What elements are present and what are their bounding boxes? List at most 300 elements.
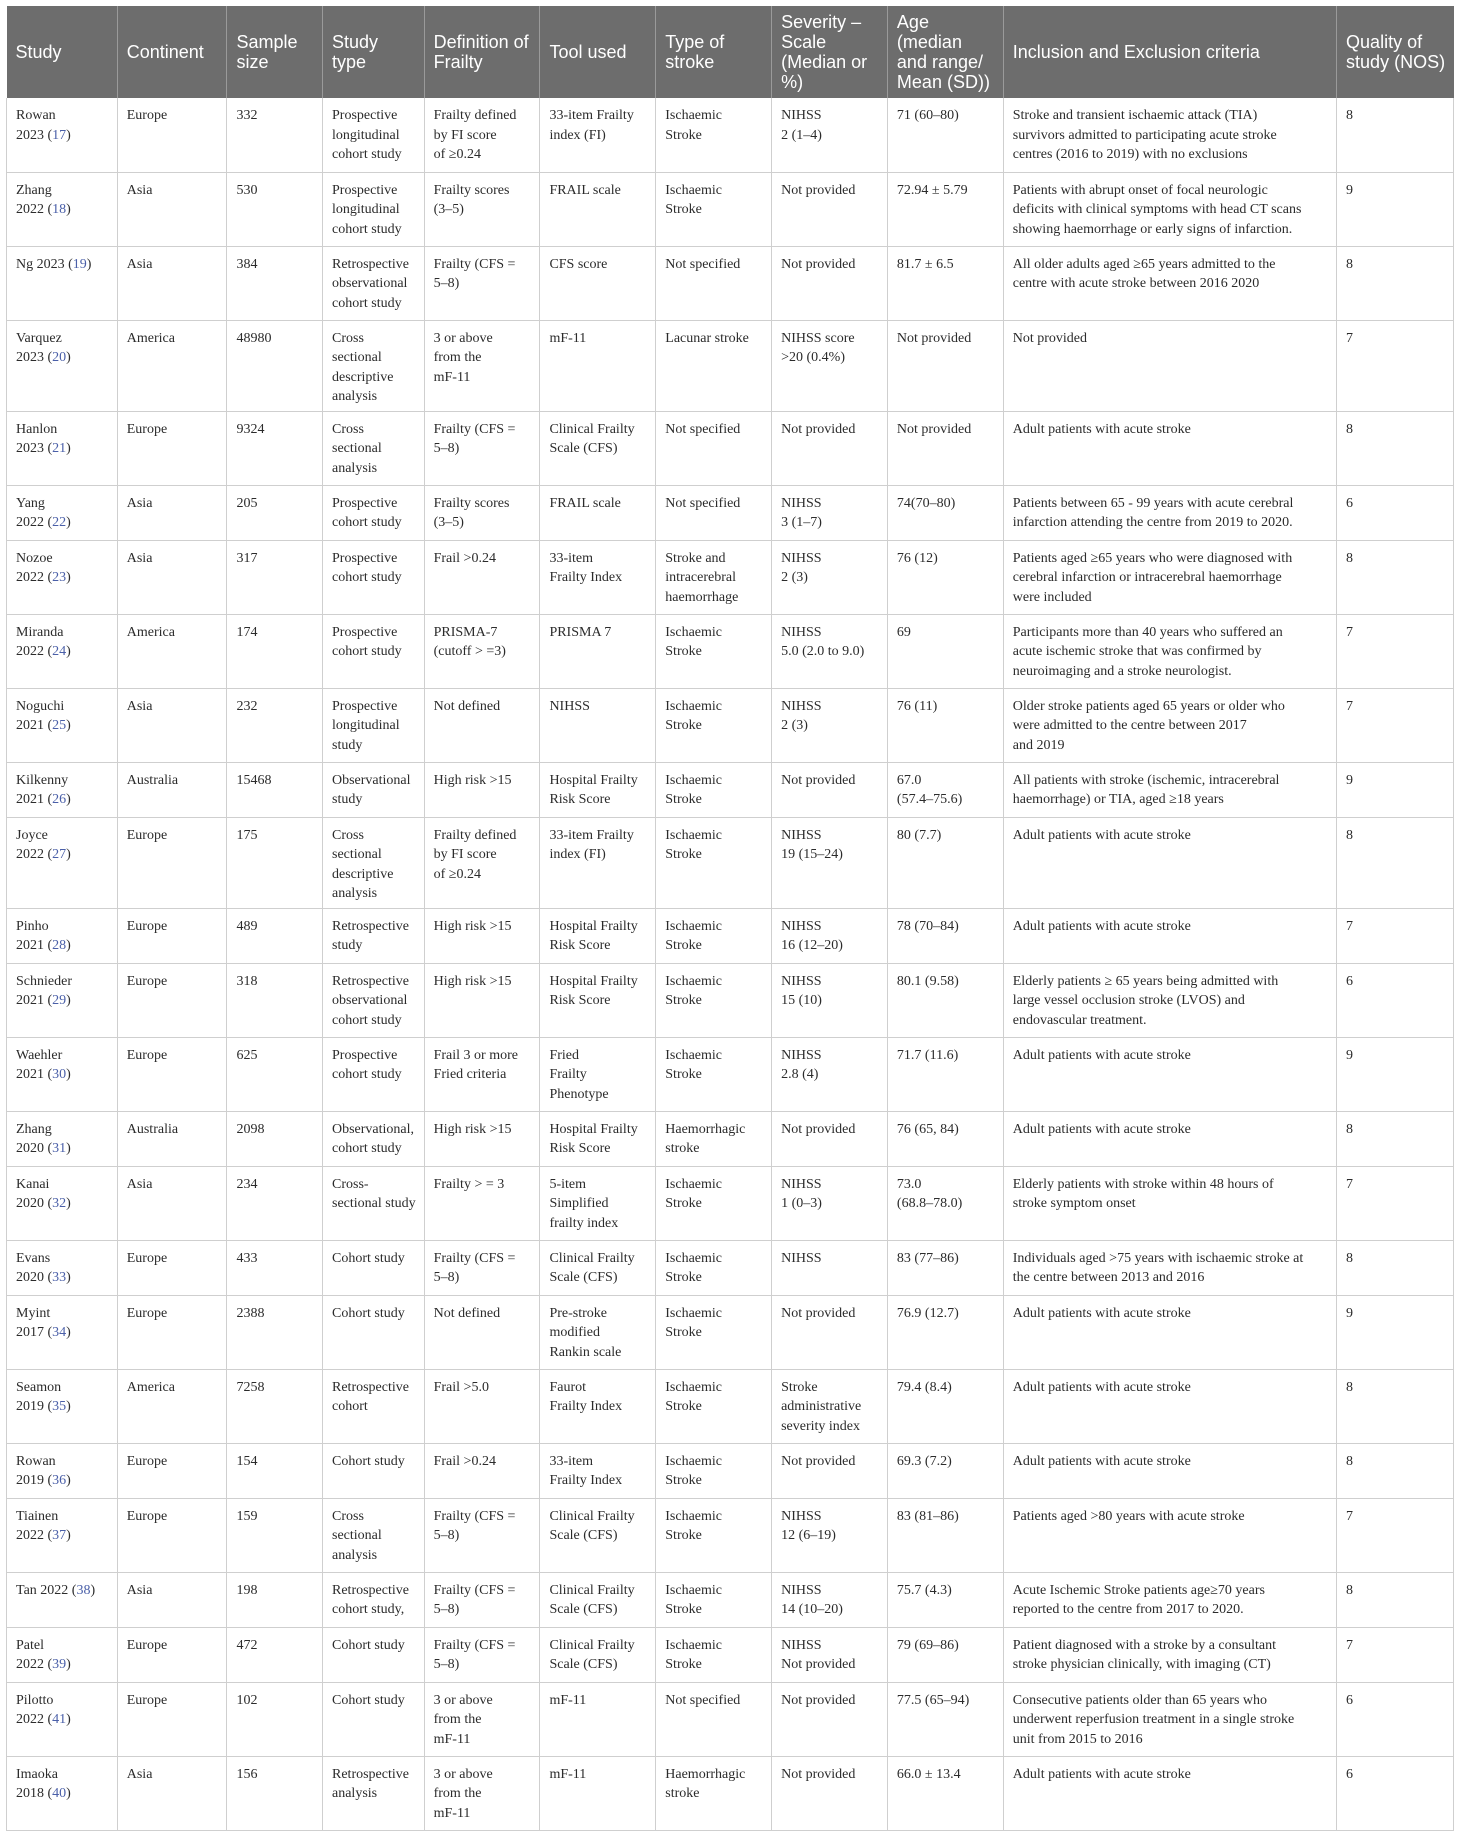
study-name: Rowan 2019 ( bbox=[16, 1453, 56, 1488]
tool-cell: Clinical Frailty Scale (CFS) bbox=[540, 1498, 656, 1572]
severity-cell: NIHSS 2.8 (4) bbox=[772, 1037, 888, 1111]
study-name: Pinho 2021 ( bbox=[16, 918, 53, 953]
study-cell bbox=[7, 1572, 118, 1627]
study-cell bbox=[7, 1166, 118, 1240]
criteria-cell: Patients between 65 - 99 years with acute cerebral infarction attending the centre from 2019 to 2020. bbox=[1003, 485, 1336, 540]
criteria-cell: Consecutive patients older than 65 years who underwent reperfusion treatment in a single stroke unit from 2015 to 2016 bbox=[1003, 1682, 1336, 1756]
study-cell bbox=[7, 1682, 118, 1756]
studies-table bbox=[6, 6, 1454, 1831]
severity-cell: Not provided bbox=[772, 246, 888, 320]
frailty-definition-cell: Frailty scores (3–5) bbox=[424, 485, 540, 540]
severity-cell: NIHSS Not provided bbox=[772, 1627, 888, 1682]
frailty-definition-cell: High risk >15 bbox=[424, 908, 540, 963]
column-header: Type of stroke bbox=[656, 6, 772, 98]
study-cell bbox=[7, 614, 118, 688]
study-type-cell: Prospective cohort study bbox=[323, 485, 425, 540]
tool-cell: 33-item Frailty Index bbox=[540, 540, 656, 614]
severity-cell: NIHSS 3 (1–7) bbox=[772, 485, 888, 540]
tool-cell: Hospital Frailty Risk Score bbox=[540, 908, 656, 963]
study-type-cell: Cohort study bbox=[323, 1682, 425, 1756]
reference-link[interactable]: 37 bbox=[52, 1528, 67, 1543]
frailty-definition-cell: Frailty (CFS = 5–8) bbox=[424, 1572, 540, 1627]
stroke-type-cell: Ischaemic Stroke bbox=[656, 762, 772, 817]
frailty-definition-cell: High risk >15 bbox=[424, 963, 540, 1037]
severity-cell: Not provided bbox=[772, 1443, 888, 1498]
study-type-cell: Prospective cohort study bbox=[323, 1037, 425, 1111]
study-cell bbox=[7, 908, 118, 963]
study-type-cell: Cross- sectional study bbox=[323, 1166, 425, 1240]
frailty-definition-cell: 3 or above from the mF-11 bbox=[424, 1756, 540, 1830]
frailty-definition-cell: Frailty (CFS = 5–8) bbox=[424, 411, 540, 485]
reference-link[interactable]: 36 bbox=[52, 1473, 67, 1488]
frailty-definition-cell: 3 or above from the mF-11 bbox=[424, 320, 540, 411]
quality-cell: 7 bbox=[1337, 1498, 1454, 1572]
age-cell: 71 (60–80) bbox=[887, 98, 1003, 172]
reference-link[interactable]: 27 bbox=[52, 847, 67, 862]
table-row bbox=[7, 1240, 1454, 1295]
sample-size-cell: 102 bbox=[227, 1682, 323, 1756]
sample-size-cell: 159 bbox=[227, 1498, 323, 1572]
age-cell: 79 (69–86) bbox=[887, 1627, 1003, 1682]
column-header: Age (median and range/ Mean (SD)) bbox=[887, 6, 1003, 98]
tool-cell: mF-11 bbox=[540, 1756, 656, 1830]
quality-cell: 8 bbox=[1337, 1572, 1454, 1627]
reference-link[interactable]: 39 bbox=[52, 1657, 67, 1672]
continent-cell: Europe bbox=[117, 1682, 227, 1756]
tool-cell: Faurot Frailty Index bbox=[540, 1369, 656, 1443]
reference-link[interactable]: 23 bbox=[52, 570, 67, 585]
continent-cell: Asia bbox=[117, 172, 227, 246]
continent-cell: Asia bbox=[117, 1166, 227, 1240]
reference-link[interactable]: 19 bbox=[72, 256, 87, 272]
table-row bbox=[7, 1682, 1454, 1756]
reference-close: ) bbox=[66, 570, 71, 585]
severity-cell: Not provided bbox=[772, 762, 888, 817]
age-cell: 80.1 (9.58) bbox=[887, 963, 1003, 1037]
quality-cell: 8 bbox=[1337, 540, 1454, 614]
reference-link[interactable]: 30 bbox=[52, 1067, 67, 1082]
severity-cell: Not provided bbox=[772, 1756, 888, 1830]
quality-cell: 7 bbox=[1337, 320, 1454, 411]
study-type-cell: Retrospective cohort study, bbox=[323, 1572, 425, 1627]
tool-cell: Clinical Frailty Scale (CFS) bbox=[540, 1240, 656, 1295]
study-cell bbox=[7, 1240, 118, 1295]
study-type-cell: Cohort study bbox=[323, 1627, 425, 1682]
study-type-cell: Cross sectional descriptive analysis bbox=[323, 817, 425, 908]
reference-link[interactable]: 34 bbox=[52, 1325, 67, 1340]
table-row bbox=[7, 762, 1454, 817]
continent-cell: Asia bbox=[117, 688, 227, 762]
study-type-cell: Cohort study bbox=[323, 1240, 425, 1295]
column-header: Study bbox=[7, 6, 118, 98]
table-row bbox=[7, 1756, 1454, 1830]
reference-link[interactable]: 32 bbox=[52, 1196, 67, 1211]
reference-close: ) bbox=[66, 993, 71, 1008]
stroke-type-cell: Ischaemic Stroke bbox=[656, 688, 772, 762]
severity-cell: Not provided bbox=[772, 411, 888, 485]
frailty-definition-cell: Frail >5.0 bbox=[424, 1369, 540, 1443]
table-row bbox=[7, 98, 1454, 172]
table-row bbox=[7, 688, 1454, 762]
severity-cell: NIHSS 12 (6–19) bbox=[772, 1498, 888, 1572]
criteria-cell: Patients aged >80 years with acute stroke bbox=[1003, 1498, 1336, 1572]
reference-close: ) bbox=[66, 847, 71, 862]
continent-cell: Asia bbox=[117, 246, 227, 320]
criteria-cell: All patients with stroke (ischemic, intracerebral haemorrhage) or TIA, aged ≥18 years bbox=[1003, 762, 1336, 817]
continent-cell: Europe bbox=[117, 817, 227, 908]
reference-link[interactable]: 35 bbox=[52, 1399, 67, 1414]
reference-close: ) bbox=[66, 441, 71, 456]
quality-cell: 8 bbox=[1337, 98, 1454, 172]
study-cell bbox=[7, 1295, 118, 1369]
tool-cell: Clinical Frailty Scale (CFS) bbox=[540, 1627, 656, 1682]
study-type-cell: Retrospective observational cohort study bbox=[323, 963, 425, 1037]
quality-cell: 7 bbox=[1337, 1627, 1454, 1682]
study-type-cell: Prospective longitudinal cohort study bbox=[323, 172, 425, 246]
reference-link[interactable]: 21 bbox=[52, 441, 67, 456]
reference-close: ) bbox=[66, 1067, 71, 1082]
reference-link[interactable]: 24 bbox=[52, 644, 67, 659]
stroke-type-cell: Ischaemic Stroke bbox=[656, 1627, 772, 1682]
reference-link[interactable]: 29 bbox=[52, 993, 67, 1008]
reference-link[interactable]: 41 bbox=[52, 1712, 67, 1727]
quality-cell: 6 bbox=[1337, 1756, 1454, 1830]
severity-cell: Not provided bbox=[772, 172, 888, 246]
frailty-definition-cell: Frailty (CFS = 5–8) bbox=[424, 1498, 540, 1572]
study-name: Pilotto 2022 ( bbox=[16, 1692, 54, 1727]
study-type-cell: Prospective cohort study bbox=[323, 540, 425, 614]
study-type-cell: Cross sectional analysis bbox=[323, 411, 425, 485]
quality-cell: 7 bbox=[1337, 614, 1454, 688]
quality-cell: 9 bbox=[1337, 1295, 1454, 1369]
criteria-cell: Acute Ischemic Stroke patients age≥70 years reported to the centre from 2017 to 2020. bbox=[1003, 1572, 1336, 1627]
tool-cell: NIHSS bbox=[540, 688, 656, 762]
criteria-cell: Patient diagnosed with a stroke by a consultant stroke physician clinically, with imaging (CT) bbox=[1003, 1627, 1336, 1682]
table-row bbox=[7, 614, 1454, 688]
frailty-definition-cell: 3 or above from the mF-11 bbox=[424, 1682, 540, 1756]
reference-link[interactable]: 40 bbox=[52, 1786, 67, 1801]
age-cell: 67.0 (57.4–75.6) bbox=[887, 762, 1003, 817]
study-name: Zhang 2022 ( bbox=[16, 182, 53, 217]
frailty-definition-cell: Not defined bbox=[424, 688, 540, 762]
stroke-type-cell: Not specified bbox=[656, 485, 772, 540]
age-cell: Not provided bbox=[887, 320, 1003, 411]
study-type-cell: Observational study bbox=[323, 762, 425, 817]
table-row bbox=[7, 1369, 1454, 1443]
severity-cell: NIHSS 2 (3) bbox=[772, 540, 888, 614]
age-cell: 76 (11) bbox=[887, 688, 1003, 762]
criteria-cell: Elderly patients with stroke within 48 hours of stroke symptom onset bbox=[1003, 1166, 1336, 1240]
severity-cell: NIHSS 2 (3) bbox=[772, 688, 888, 762]
continent-cell: Europe bbox=[117, 1295, 227, 1369]
quality-cell: 8 bbox=[1337, 817, 1454, 908]
sample-size-cell: 2098 bbox=[227, 1111, 323, 1166]
tool-cell: CFS score bbox=[540, 246, 656, 320]
frailty-definition-cell: Frailty (CFS = 5–8) bbox=[424, 246, 540, 320]
quality-cell: 7 bbox=[1337, 908, 1454, 963]
age-cell: 75.7 (4.3) bbox=[887, 1572, 1003, 1627]
sample-size-cell: 489 bbox=[227, 908, 323, 963]
reference-close: ) bbox=[66, 938, 71, 953]
tool-cell: mF-11 bbox=[540, 1682, 656, 1756]
reference-close: ) bbox=[66, 1473, 71, 1488]
sample-size-cell: 175 bbox=[227, 817, 323, 908]
stroke-type-cell: Not specified bbox=[656, 411, 772, 485]
age-cell: 76.9 (12.7) bbox=[887, 1295, 1003, 1369]
reference-close: ) bbox=[66, 792, 71, 807]
quality-cell: 8 bbox=[1337, 1369, 1454, 1443]
reference-close: ) bbox=[66, 1270, 71, 1285]
severity-cell: NIHSS 16 (12–20) bbox=[772, 908, 888, 963]
criteria-cell: Stroke and transient ischaemic attack (TIA) survivors admitted to participating acute stroke centres (2016 to 2019) with no exclusions bbox=[1003, 98, 1336, 172]
criteria-cell: All older adults aged ≥65 years admitted to the centre with acute stroke between 2016 2020 bbox=[1003, 246, 1336, 320]
study-type-cell: Cross sectional descriptive analysis bbox=[323, 320, 425, 411]
quality-cell: 6 bbox=[1337, 1682, 1454, 1756]
tool-cell: Clinical Frailty Scale (CFS) bbox=[540, 1572, 656, 1627]
sample-size-cell: 2388 bbox=[227, 1295, 323, 1369]
study-name: Zhang 2020 ( bbox=[16, 1121, 53, 1156]
sample-size-cell: 154 bbox=[227, 1443, 323, 1498]
reference-close: ) bbox=[66, 202, 71, 217]
table-row bbox=[7, 1443, 1454, 1498]
continent-cell: America bbox=[117, 1369, 227, 1443]
study-name: Myint 2017 ( bbox=[16, 1305, 53, 1340]
sample-size-cell: 7258 bbox=[227, 1369, 323, 1443]
age-cell: 78 (70–84) bbox=[887, 908, 1003, 963]
reference-close: ) bbox=[66, 1786, 71, 1801]
table-row bbox=[7, 1627, 1454, 1682]
continent-cell: Europe bbox=[117, 1627, 227, 1682]
continent-cell: Europe bbox=[117, 98, 227, 172]
quality-cell: 7 bbox=[1337, 688, 1454, 762]
table-row bbox=[7, 1498, 1454, 1572]
table-header-row bbox=[7, 6, 1454, 98]
table-row bbox=[7, 1111, 1454, 1166]
study-type-cell: Prospective longitudinal cohort study bbox=[323, 98, 425, 172]
age-cell: 77.5 (65–94) bbox=[887, 1682, 1003, 1756]
severity-cell: NIHSS 15 (10) bbox=[772, 963, 888, 1037]
criteria-cell: Adult patients with acute stroke bbox=[1003, 908, 1336, 963]
reference-close: ) bbox=[86, 256, 92, 272]
reference-close: ) bbox=[66, 1657, 71, 1672]
reference-link[interactable]: 25 bbox=[52, 718, 67, 733]
stroke-type-cell: Haemorrhagic stroke bbox=[656, 1756, 772, 1830]
study-cell bbox=[7, 1369, 118, 1443]
sample-size-cell: 433 bbox=[227, 1240, 323, 1295]
continent-cell: Europe bbox=[117, 1037, 227, 1111]
frailty-definition-cell: PRISMA-7 (cutoff > =3) bbox=[424, 614, 540, 688]
tool-cell: Hospital Frailty Risk Score bbox=[540, 762, 656, 817]
reference-link[interactable]: 26 bbox=[52, 792, 67, 807]
study-cell bbox=[7, 817, 118, 908]
continent-cell: Europe bbox=[117, 1498, 227, 1572]
table-row bbox=[7, 817, 1454, 908]
stroke-type-cell: Stroke and intracerebral haemorrhage bbox=[656, 540, 772, 614]
column-header: Definition of Frailty bbox=[424, 6, 540, 98]
study-cell bbox=[7, 485, 118, 540]
table-row bbox=[7, 246, 1454, 320]
stroke-type-cell: Ischaemic Stroke bbox=[656, 1240, 772, 1295]
reference-link[interactable]: 18 bbox=[52, 202, 67, 217]
reference-link[interactable]: 17 bbox=[52, 127, 67, 143]
column-header: Study type bbox=[323, 6, 425, 98]
sample-size-cell: 205 bbox=[227, 485, 323, 540]
study-cell bbox=[7, 411, 118, 485]
criteria-cell: Adult patients with acute stroke bbox=[1003, 411, 1336, 485]
age-cell: 76 (12) bbox=[887, 540, 1003, 614]
age-cell: 71.7 (11.6) bbox=[887, 1037, 1003, 1111]
tool-cell: FRAIL scale bbox=[540, 172, 656, 246]
study-type-cell: Retrospective observational cohort study bbox=[323, 246, 425, 320]
criteria-cell: Patients aged ≥65 years who were diagnosed with cerebral infarction or intracerebral haemorrhage were included bbox=[1003, 540, 1336, 614]
age-cell: 69 bbox=[887, 614, 1003, 688]
table-row bbox=[7, 172, 1454, 246]
frailty-definition-cell: Frail >0.24 bbox=[424, 540, 540, 614]
continent-cell: Australia bbox=[117, 1111, 227, 1166]
column-header: Sample size bbox=[227, 6, 323, 98]
reference-close: ) bbox=[90, 1582, 96, 1598]
stroke-type-cell: Ischaemic Stroke bbox=[656, 1498, 772, 1572]
table-row bbox=[7, 411, 1454, 485]
reference-close: ) bbox=[66, 644, 71, 659]
continent-cell: Europe bbox=[117, 1443, 227, 1498]
reference-close: ) bbox=[66, 127, 71, 143]
table-row bbox=[7, 1037, 1454, 1111]
reference-link[interactable]: 28 bbox=[52, 938, 67, 953]
study-cell bbox=[7, 98, 118, 172]
quality-cell: 6 bbox=[1337, 485, 1454, 540]
tool-cell: 33-item Frailty index (FI) bbox=[540, 817, 656, 908]
sample-size-cell: 234 bbox=[227, 1166, 323, 1240]
stroke-type-cell: Ischaemic Stroke bbox=[656, 1295, 772, 1369]
study-name: Tan 2022 ( bbox=[16, 1582, 77, 1598]
reference-close: ) bbox=[66, 1141, 71, 1156]
criteria-cell: Adult patients with acute stroke bbox=[1003, 1111, 1336, 1166]
stroke-type-cell: Ischaemic Stroke bbox=[656, 1369, 772, 1443]
tool-cell: 33-item Frailty Index bbox=[540, 1443, 656, 1498]
age-cell: 76 (65, 84) bbox=[887, 1111, 1003, 1166]
tool-cell: FRAIL scale bbox=[540, 485, 656, 540]
study-name: Rowan 2023 ( bbox=[16, 108, 56, 143]
study-name: Seamon 2019 ( bbox=[16, 1379, 62, 1414]
criteria-cell: Adult patients with acute stroke bbox=[1003, 1369, 1336, 1443]
frailty-definition-cell: Frailty > = 3 bbox=[424, 1166, 540, 1240]
continent-cell: Europe bbox=[117, 1240, 227, 1295]
tool-cell: Clinical Frailty Scale (CFS) bbox=[540, 411, 656, 485]
reference-link[interactable]: 31 bbox=[52, 1141, 67, 1156]
reference-close: ) bbox=[66, 515, 71, 530]
reference-link[interactable]: 20 bbox=[52, 350, 67, 365]
sample-size-cell: 384 bbox=[227, 246, 323, 320]
severity-cell: NIHSS 1 (0–3) bbox=[772, 1166, 888, 1240]
study-name: Miranda 2022 ( bbox=[16, 624, 64, 659]
table-row bbox=[7, 908, 1454, 963]
sample-size-cell: 625 bbox=[227, 1037, 323, 1111]
frailty-definition-cell: Frailty scores (3–5) bbox=[424, 172, 540, 246]
quality-cell: 9 bbox=[1337, 762, 1454, 817]
reference-link[interactable]: 33 bbox=[52, 1270, 67, 1285]
reference-close: ) bbox=[66, 1325, 71, 1340]
study-cell bbox=[7, 1037, 118, 1111]
criteria-cell: Adult patients with acute stroke bbox=[1003, 1037, 1336, 1111]
criteria-cell: Patients with abrupt onset of focal neurologic deficits with clinical symptoms with head CT scans showing haemorrhage or early signs of infarction. bbox=[1003, 172, 1336, 246]
severity-cell: Stroke administrative severity index bbox=[772, 1369, 888, 1443]
severity-cell: NIHSS score >20 (0.4%) bbox=[772, 320, 888, 411]
stroke-type-cell: Ischaemic Stroke bbox=[656, 908, 772, 963]
study-name: Schnieder 2021 ( bbox=[16, 973, 72, 1008]
quality-cell: 7 bbox=[1337, 1166, 1454, 1240]
severity-cell: NIHSS 19 (15–24) bbox=[772, 817, 888, 908]
severity-cell: Not provided bbox=[772, 1295, 888, 1369]
study-cell bbox=[7, 1443, 118, 1498]
study-cell bbox=[7, 1498, 118, 1572]
continent-cell: Asia bbox=[117, 485, 227, 540]
reference-close: ) bbox=[66, 1399, 71, 1414]
table-body bbox=[7, 98, 1454, 1830]
criteria-cell: Participants more than 40 years who suffered an acute ischemic stroke that was confirmed by neuroimaging and a stroke neurologist. bbox=[1003, 614, 1336, 688]
frailty-definition-cell: Frailty defined by FI score of ≥0.24 bbox=[424, 817, 540, 908]
quality-cell: 8 bbox=[1337, 411, 1454, 485]
frailty-definition-cell: Frail 3 or more Fried criteria bbox=[424, 1037, 540, 1111]
age-cell: 83 (81–86) bbox=[887, 1498, 1003, 1572]
study-name: Kanai 2020 ( bbox=[16, 1176, 53, 1211]
stroke-type-cell: Lacunar stroke bbox=[656, 320, 772, 411]
stroke-type-cell: Ischaemic Stroke bbox=[656, 1166, 772, 1240]
study-cell bbox=[7, 246, 118, 320]
table-row bbox=[7, 1572, 1454, 1627]
study-cell bbox=[7, 1111, 118, 1166]
reference-close: ) bbox=[66, 1528, 71, 1543]
frailty-definition-cell: Frailty defined by FI score of ≥0.24 bbox=[424, 98, 540, 172]
stroke-type-cell: Not specified bbox=[656, 246, 772, 320]
table-row bbox=[7, 1295, 1454, 1369]
study-name: Varquez 2023 ( bbox=[16, 330, 62, 365]
continent-cell: America bbox=[117, 614, 227, 688]
sample-size-cell: 232 bbox=[227, 688, 323, 762]
stroke-type-cell: Ischaemic Stroke bbox=[656, 963, 772, 1037]
sample-size-cell: 317 bbox=[227, 540, 323, 614]
severity-cell: NIHSS 5.0 (2.0 to 9.0) bbox=[772, 614, 888, 688]
study-type-cell: Cross sectional analysis bbox=[323, 1498, 425, 1572]
table-row bbox=[7, 963, 1454, 1037]
study-cell bbox=[7, 172, 118, 246]
continent-cell: Europe bbox=[117, 411, 227, 485]
study-type-cell: Cohort study bbox=[323, 1443, 425, 1498]
table-row bbox=[7, 540, 1454, 614]
study-name: Evans 2020 ( bbox=[16, 1250, 53, 1285]
age-cell: Not provided bbox=[887, 411, 1003, 485]
study-cell bbox=[7, 762, 118, 817]
age-cell: 74(70–80) bbox=[887, 485, 1003, 540]
severity-cell: Not provided bbox=[772, 1682, 888, 1756]
study-name: Hanlon 2023 ( bbox=[16, 421, 58, 456]
reference-link[interactable]: 38 bbox=[76, 1582, 91, 1598]
stroke-type-cell: Ischaemic Stroke bbox=[656, 817, 772, 908]
reference-link[interactable]: 22 bbox=[52, 515, 67, 530]
tool-cell: PRISMA 7 bbox=[540, 614, 656, 688]
quality-cell: 8 bbox=[1337, 1443, 1454, 1498]
tool-cell: Pre-stroke modified Rankin scale bbox=[540, 1295, 656, 1369]
study-cell bbox=[7, 688, 118, 762]
continent-cell: Asia bbox=[117, 1572, 227, 1627]
criteria-cell: Adult patients with acute stroke bbox=[1003, 1295, 1336, 1369]
tool-cell: 5-item Simplified frailty index bbox=[540, 1166, 656, 1240]
continent-cell: Europe bbox=[117, 963, 227, 1037]
age-cell: 80 (7.7) bbox=[887, 817, 1003, 908]
tool-cell: Hospital Frailty Risk Score bbox=[540, 1111, 656, 1166]
continent-cell: Asia bbox=[117, 540, 227, 614]
stroke-type-cell: Ischaemic Stroke bbox=[656, 1443, 772, 1498]
